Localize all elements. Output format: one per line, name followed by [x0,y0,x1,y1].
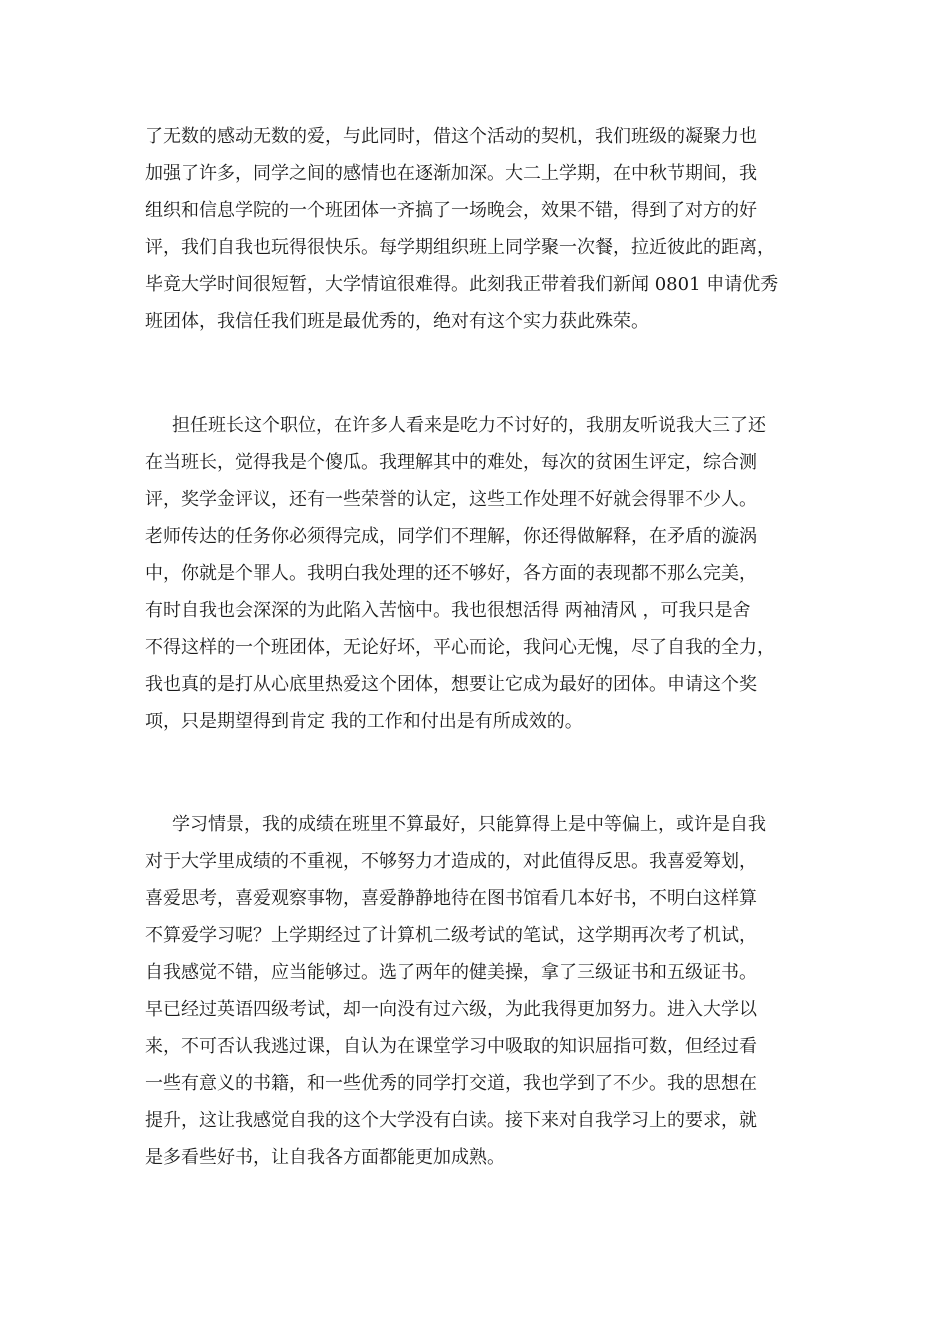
text-line: 一些有意义的书籍，和一些优秀的同学打交道，我也学到了不少。我的思想在 [145,1073,757,1094]
text-line: 组织和信息学院的一个班团体一齐搞了一场晚会，效果不错，得到了对方的好 [145,200,757,221]
text-line: 学习情景，我的成绩在班里不算最好，只能算得上是中等偏上，或许是自我 [172,814,766,835]
text-line: 老师传达的任务你必须得完成，同学们不理解，你还得做解释，在矛盾的漩涡 [145,526,757,547]
text-line: 自我感觉不错，应当能够过。选了两年的健美操，拿了三级证书和五级证书。 [145,962,757,983]
text-line: 中，你就是个罪人。我明白我处理的还不够好，各方面的表现都不那么完美， [145,563,757,584]
text-line: 对于大学里成绩的不重视，不够努力才造成的，对此值得反思。我喜爱筹划， [145,851,757,872]
text-line: 加强了许多，同学之间的感情也在逐渐加深。大二上学期，在中秋节期间，我 [145,163,757,184]
text-line: 不得这样的一个班团体，无论好坏，平心而论，我问心无愧，尽了自我的全力， [145,637,775,658]
text-line: 早已经过英语四级考试，却一向没有过六级，为此我得更加努力。进入大学以 [145,999,757,1020]
text-line: 在当班长，觉得我是个傻瓜。我理解其中的难处，每次的贫困生评定，综合测 [145,452,757,473]
text-line: 班团体，我信任我们班是最优秀的，绝对有这个实力获此殊荣。 [145,311,649,332]
text-line: 毕竟大学时间很短暂，大学情谊很难得。此刻我正带着我们新闻 0801 申请优秀 [145,274,779,295]
text-line: 评，我们自我也玩得很快乐。每学期组织班上同学聚一次餐，拉近彼此的距离， [145,237,775,258]
text-line: 我也真的是打从心底里热爱这个团体，想要让它成为最好的团体。申请这个奖 [145,674,757,695]
text-line: 评，奖学金评议，还有一些荣誉的认定，这些工作处理不好就会得罪不少人。 [145,489,757,510]
text-line: 喜爱思考，喜爱观察事物，喜爱静静地待在图书馆看几本好书，不明白这样算 [145,888,757,909]
text-line: 了无数的感动无数的爱，与此同时，借这个活动的契机，我们班级的凝聚力也 [145,126,757,147]
text-line: 担任班长这个职位，在许多人看来是吃力不讨好的，我朋友听说我大三了还 [172,415,766,436]
text-line: 是多看些好书，让自我各方面都能更加成熟。 [145,1147,505,1168]
text-line: 不算爱学习呢？上学期经过了计算机二级考试的笔试，这学期再次考了机试， [145,925,757,946]
text-line: 来，不可否认我逃过课，自认为在课堂学习中吸取的知识屈指可数，但经过看 [145,1036,757,1057]
text-line: 项，只是期望得到肯定 我的工作和付出是有所成效的。 [145,711,583,732]
text-line: 有时自我也会深深的为此陷入苦恼中。我也很想活得 两袖清风 ，可我只是舍 [145,600,751,621]
text-line: 提升，这让我感觉自我的这个大学没有白读。接下来对自我学习上的要求，就 [145,1110,757,1131]
